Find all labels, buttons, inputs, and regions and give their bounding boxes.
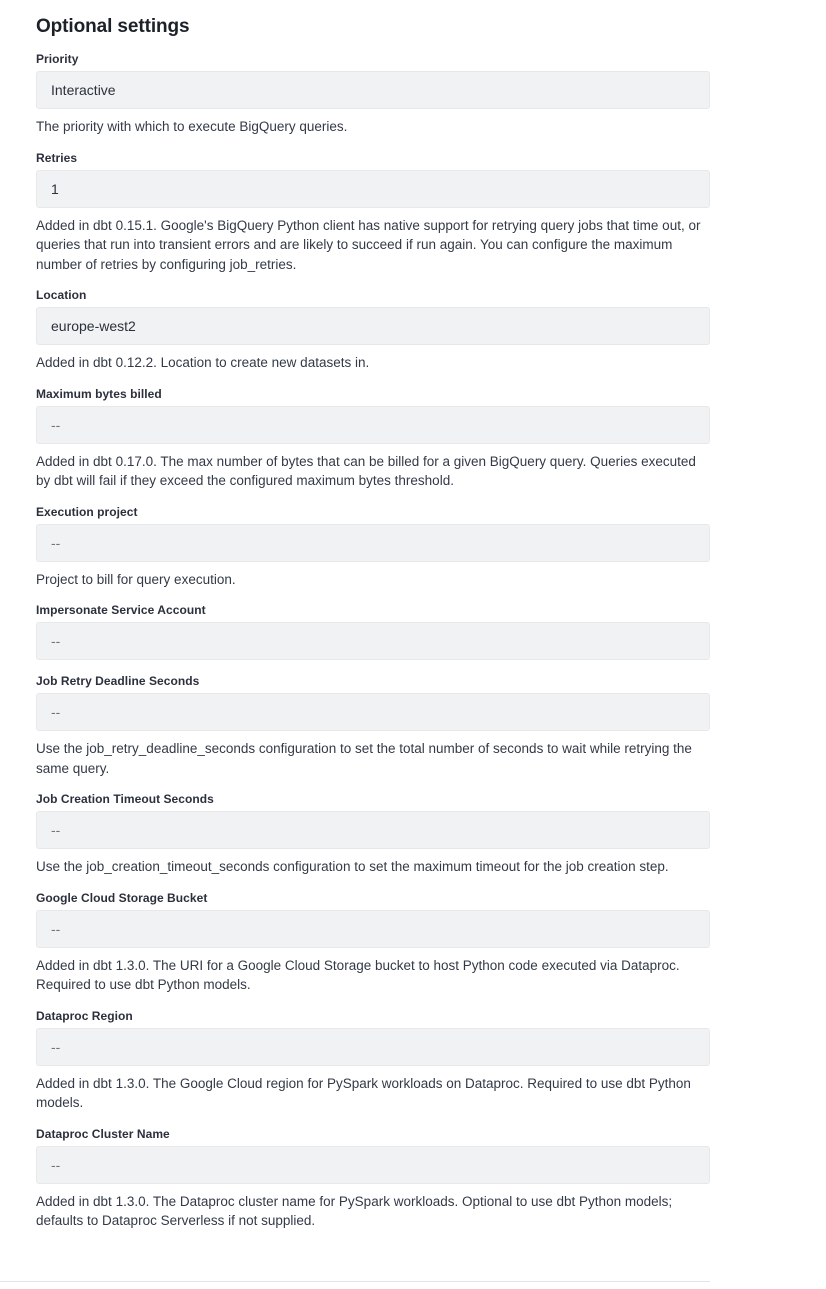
- field-input[interactable]: [36, 910, 710, 948]
- field-help-text: Added in dbt 1.3.0. The URI for a Google Cloud Storage bucket to host Python code executed via Dataproc. Required to use dbt Python models.: [36, 957, 680, 992]
- field-label: Google Cloud Storage Bucket: [36, 890, 208, 905]
- field-label: Retries: [36, 150, 78, 165]
- field-label: Job Creation Timeout Seconds: [36, 792, 214, 806]
- field-input[interactable]: [36, 71, 710, 109]
- field-input[interactable]: [36, 811, 710, 849]
- field-help-text: Project to bill for query execution.: [36, 571, 236, 587]
- field-label: Execution project: [36, 504, 138, 519]
- field-label: Location: [36, 288, 87, 302]
- field-row: [36, 288, 710, 373]
- field-label: Dataproc Cluster Name: [36, 1126, 170, 1141]
- field-help-text: Use the job_retry_deadline_seconds configuration to set the total number of seconds to wait while retrying the same query.: [36, 741, 692, 776]
- field-label: Job Retry Deadline Seconds: [36, 674, 200, 688]
- field-help-text: The priority with which to execute BigQuery queries.: [36, 119, 348, 134]
- field-row: [36, 792, 710, 877]
- field-label: Priority: [36, 52, 79, 66]
- left-edge-divider: [0, 0, 1, 1289]
- field-input[interactable]: [36, 693, 710, 731]
- right-gutter: [710, 0, 826, 1289]
- field-help-text: Added in dbt 0.15.1. Google's BigQuery Python client has native support for retrying query jobs that time out, or queries that run into transient errors and are likely to succeed if run again. You can configure the maximum number of retries by configuring job_retries.: [36, 217, 701, 272]
- field-input[interactable]: [36, 307, 710, 345]
- fields-container: [36, 52, 710, 1231]
- field-label: Maximum bytes billed: [36, 386, 162, 401]
- field-row: [36, 387, 710, 491]
- field-input[interactable]: [36, 524, 710, 562]
- bottom-divider: [0, 1281, 710, 1282]
- field-row: [36, 603, 710, 660]
- page-title: Optional settings: [36, 16, 190, 37]
- field-help-text: Added in dbt 0.17.0. The max number of bytes that can be billed for a given BigQuery query. Queries executed by dbt will fail if they exceed the configured maximum bytes threshold.: [36, 453, 696, 488]
- field-label: Dataproc Region: [36, 1008, 133, 1023]
- field-row: [36, 52, 710, 137]
- field-input[interactable]: [36, 622, 710, 660]
- field-help-text: Added in dbt 1.3.0. The Google Cloud region for PySpark workloads on Dataproc. Required to use dbt Python models.: [36, 1075, 691, 1110]
- field-help-text: Added in dbt 0.12.2. Location to create new datasets in.: [36, 355, 370, 370]
- field-label: Impersonate Service Account: [36, 603, 206, 617]
- field-help-text: Added in dbt 1.3.0. The Dataproc cluster name for PySpark workloads. Optional to use dbt Python models; defaults to Dataproc Serverless if not supplied.: [36, 1193, 673, 1228]
- field-row: [36, 891, 710, 995]
- field-row: [36, 674, 710, 778]
- field-input[interactable]: [36, 1028, 710, 1066]
- field-input[interactable]: [36, 170, 710, 208]
- field-row: [36, 1127, 710, 1231]
- field-help-text: Use the job_creation_timeout_seconds configuration to set the maximum timeout for the job creation step.: [36, 859, 669, 874]
- field-row: [36, 505, 710, 590]
- field-input[interactable]: [36, 406, 710, 444]
- field-input[interactable]: [36, 1146, 710, 1184]
- field-row: [36, 151, 710, 275]
- field-row: [36, 1009, 710, 1113]
- settings-content: [36, 0, 710, 1245]
